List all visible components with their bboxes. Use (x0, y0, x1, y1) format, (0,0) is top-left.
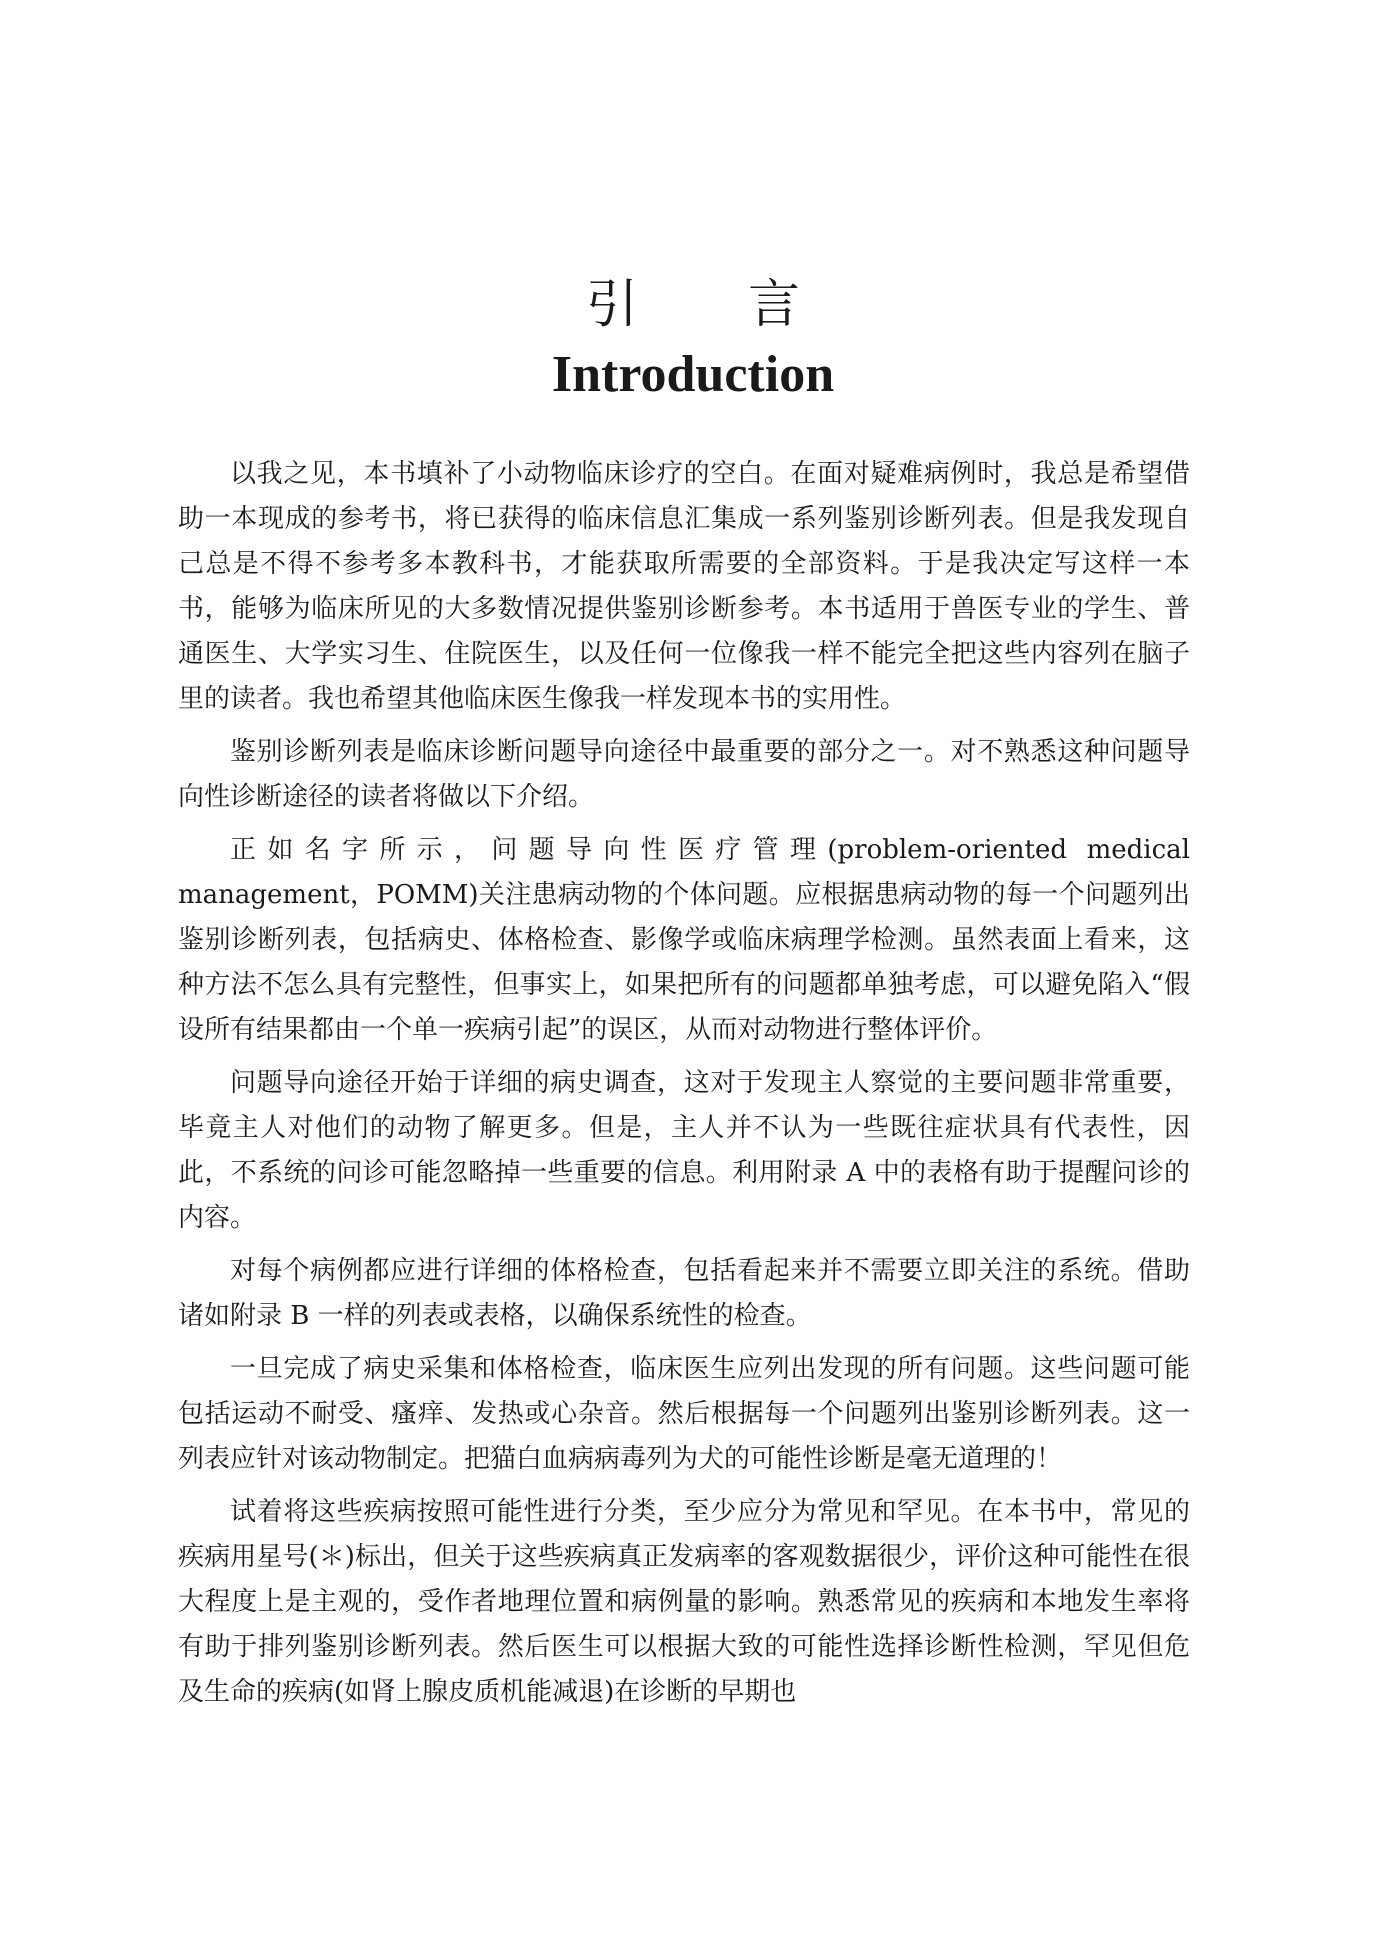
chapter-title-chinese (0, 270, 1386, 340)
chapter-title-char-2: 言 (748, 275, 801, 335)
paragraph: 以我之见，本书填补了小动物临床诊疗的空白。在面对疑难病例时，我总是希望借助一本现成的参考书，将已获得的临床信息汇集成一系列鉴别诊断列表。但是我发现自己总是不得不参考多本教科书，才能获取所需要的全部资料。于是我决定写这样一本书，能够为临床所见的大多数情况提供鉴别诊断参考。本书适用于兽医专业的学生、普通医生、大学实习生、住院医生，以及任何一位像我一样不能完全把这些内容列在脑子里的读者。我也希望其他临床医生像我一样发现本书的实用性。 (178, 459, 1190, 714)
chapter-title-char-1: 引 (585, 275, 638, 335)
body-text (178, 452, 1190, 1723)
chapter-title-english: Introduction (551, 346, 835, 403)
paragraph: 问题导向途径开始于详细的病史调查，这对于发现主人察觉的主要问题非常重要，毕竟主人对他们的动物了解更多。但是，主人并不认为一些既往症状具有代表性，因此，不系统的问诊可能忽略掉一些重要的信息。利用附录 A 中的表格有助于提醒问诊的内容。 (178, 1068, 1190, 1233)
paragraph: 鉴别诊断列表是临床诊断问题导向途径中最重要的部分之一。对不熟悉这种问题导向性诊断途径的读者将做以下介绍。 (178, 737, 1190, 812)
paragraph: 一旦完成了病史采集和体格检查，临床医生应列出发现的所有问题。这些问题可能包括运动不耐受、瘙痒、发热或心杂音。然后根据每一个问题列出鉴别诊断列表。这一列表应针对该动物制定。把猫白血病病毒列为犬的可能性诊断是毫无道理的！ (178, 1354, 1190, 1474)
paragraph: 对每个病例都应进行详细的体格检查，包括看起来并不需要立即关注的系统。借助诸如附录 B 一样的列表或表格，以确保系统性的检查。 (178, 1256, 1190, 1331)
paragraph: 正如名字所示，问题导向性医疗管理(problem-oriented medical management，POMM)关注患病动物的个体问题。应根据患病动物的每一个问题列出鉴别诊断列表，包括病史、体格检查、影像学或临床病理学检测。虽然表面上看来，这种方法不怎么具有完整性，但事实上，如果把所有的问题都单独考虑，可以避免陷入“假设所有结果都由一个单一疾病引起”的误区，从而对动物进行整体评价。 (178, 835, 1190, 1045)
paragraph: 试着将这些疾病按照可能性进行分类，至少应分为常见和罕见。在本书中，常见的疾病用星号(＊)标出，但关于这些疾病真正发病率的客观数据很少，评价这种可能性在很大程度上是主观的，受作者地理位置和病例量的影响。熟悉常见的疾病和本地发生率将有助于排列鉴别诊断列表。然后医生可以根据大致的可能性选择诊断性检测，罕见但危及生命的疾病(如肾上腺皮质机能减退)在诊断的早期也 (178, 1497, 1190, 1707)
